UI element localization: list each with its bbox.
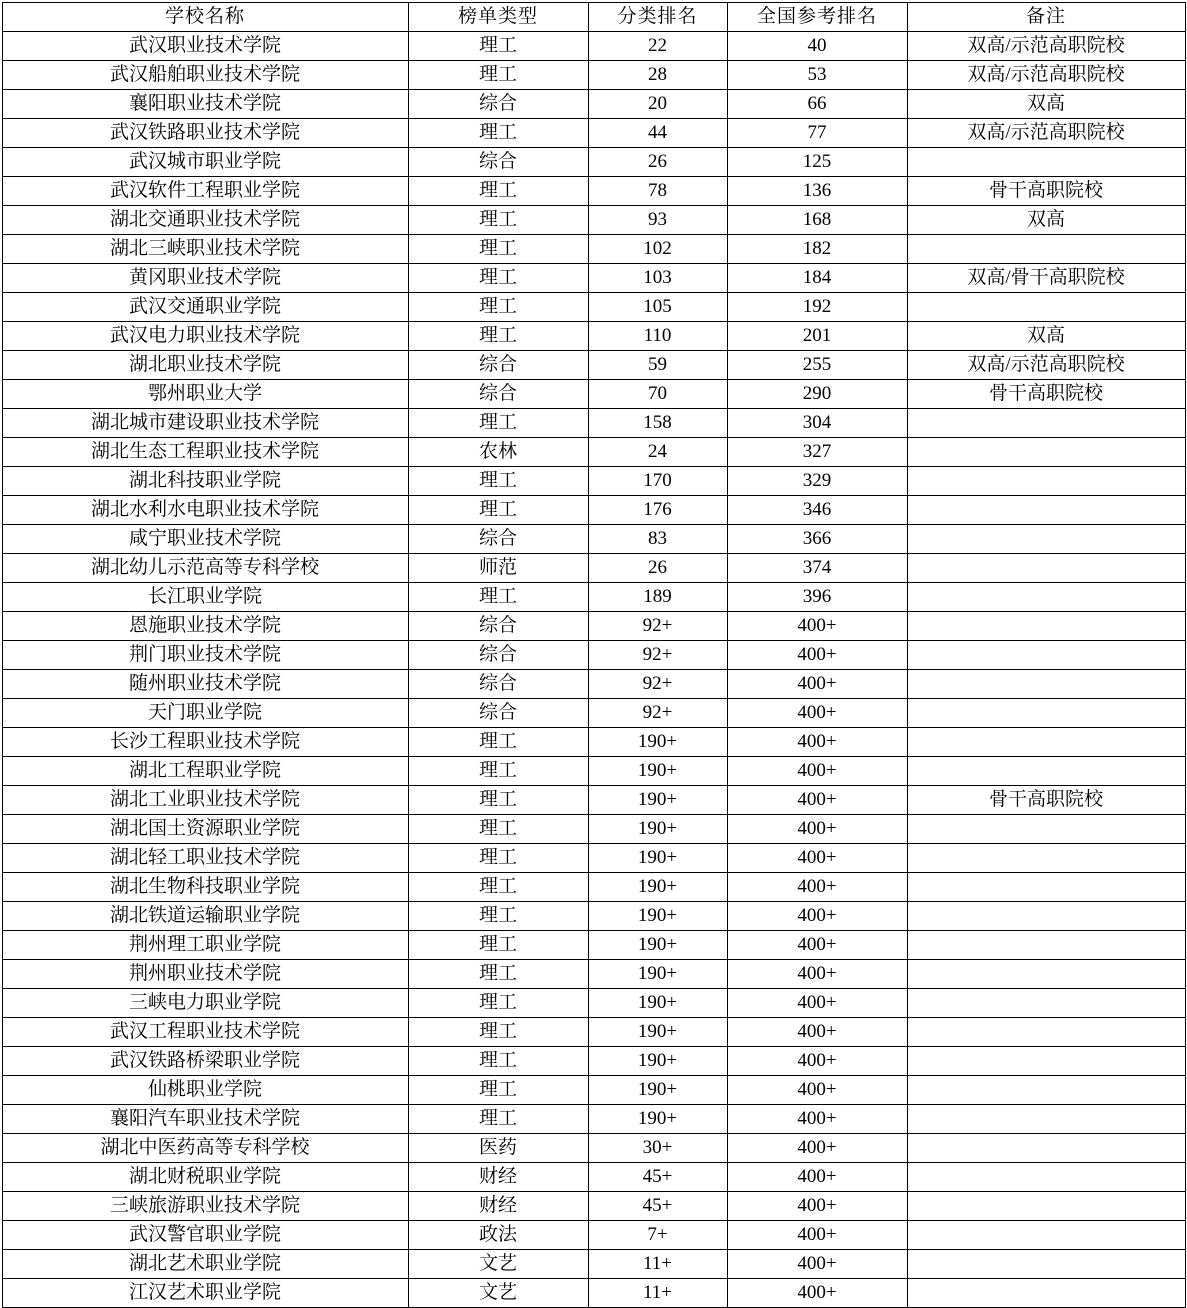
table-row — [2, 554, 1185, 583]
table-row — [2, 264, 1185, 293]
list-type-cell: 综合 — [408, 90, 588, 119]
remark-cell: 骨干高职院校 — [907, 786, 1185, 815]
school-name-cell: 武汉铁路职业技术学院 — [2, 119, 408, 148]
remark-cell: 骨干高职院校 — [907, 380, 1185, 409]
table-row — [2, 496, 1185, 525]
national-rank-cell: 40 — [727, 32, 907, 61]
list-type-cell: 理工 — [408, 960, 588, 989]
list-type-cell: 理工 — [408, 1076, 588, 1105]
category-rank-cell: 45+ — [588, 1192, 727, 1221]
category-rank-cell: 92+ — [588, 641, 727, 670]
col-header-remark: 备注 — [907, 3, 1185, 32]
table-row — [2, 467, 1185, 496]
table-row — [2, 699, 1185, 728]
table-row — [2, 438, 1185, 467]
category-rank-cell: 189 — [588, 583, 727, 612]
list-type-cell: 理工 — [408, 583, 588, 612]
remark-cell — [907, 699, 1185, 728]
remark-cell — [907, 641, 1185, 670]
table-row — [2, 177, 1185, 206]
list-type-cell: 理工 — [408, 235, 588, 264]
school-name-cell: 三峡电力职业学院 — [2, 989, 408, 1018]
remark-cell — [907, 1134, 1185, 1163]
national-rank-cell: 400+ — [727, 1047, 907, 1076]
school-name-cell: 鄂州职业大学 — [2, 380, 408, 409]
school-name-cell: 江汉艺术职业学院 — [2, 1279, 408, 1308]
national-rank-cell: 290 — [727, 380, 907, 409]
national-rank-cell: 255 — [727, 351, 907, 380]
table-row — [2, 902, 1185, 931]
remark-cell — [907, 1105, 1185, 1134]
national-rank-cell: 400+ — [727, 989, 907, 1018]
national-rank-cell: 400+ — [727, 1076, 907, 1105]
school-name-cell: 湖北铁道运输职业学院 — [2, 902, 408, 931]
list-type-cell: 政法 — [408, 1221, 588, 1250]
list-type-cell: 理工 — [408, 409, 588, 438]
school-name-cell: 咸宁职业技术学院 — [2, 525, 408, 554]
school-name-cell: 武汉警官职业学院 — [2, 1221, 408, 1250]
national-rank-cell: 400+ — [727, 612, 907, 641]
table-row — [2, 583, 1185, 612]
table-row — [2, 119, 1185, 148]
school-name-cell: 荆州理工职业学院 — [2, 931, 408, 960]
remark-cell: 双高/骨干高职院校 — [907, 264, 1185, 293]
remark-cell — [907, 438, 1185, 467]
school-name-cell: 湖北工业职业技术学院 — [2, 786, 408, 815]
national-rank-cell: 366 — [727, 525, 907, 554]
remark-cell: 双高 — [907, 206, 1185, 235]
category-rank-cell: 70 — [588, 380, 727, 409]
national-rank-cell: 327 — [727, 438, 907, 467]
school-name-cell: 湖北生物科技职业学院 — [2, 873, 408, 902]
list-type-cell: 医药 — [408, 1134, 588, 1163]
remark-cell: 双高/示范高职院校 — [907, 351, 1185, 380]
school-name-cell: 仙桃职业学院 — [2, 1076, 408, 1105]
list-type-cell: 理工 — [408, 989, 588, 1018]
school-name-cell: 武汉电力职业技术学院 — [2, 322, 408, 351]
national-rank-cell: 400+ — [727, 1134, 907, 1163]
remark-cell — [907, 757, 1185, 786]
national-rank-cell: 66 — [727, 90, 907, 119]
table-row — [2, 1047, 1185, 1076]
remark-cell — [907, 815, 1185, 844]
school-name-cell: 长沙工程职业技术学院 — [2, 728, 408, 757]
national-rank-cell: 400+ — [727, 728, 907, 757]
remark-cell — [907, 1163, 1185, 1192]
table-row — [2, 1192, 1185, 1221]
national-rank-cell: 201 — [727, 322, 907, 351]
table-row — [2, 641, 1185, 670]
table-row — [2, 525, 1185, 554]
list-type-cell: 理工 — [408, 61, 588, 90]
category-rank-cell: 11+ — [588, 1279, 727, 1308]
school-name-cell: 襄阳职业技术学院 — [2, 90, 408, 119]
national-rank-cell: 400+ — [727, 670, 907, 699]
national-rank-cell: 400+ — [727, 902, 907, 931]
list-type-cell: 理工 — [408, 206, 588, 235]
remark-cell — [907, 1221, 1185, 1250]
remark-cell — [907, 902, 1185, 931]
table-row — [2, 235, 1185, 264]
table-row — [2, 670, 1185, 699]
school-name-cell: 湖北幼儿示范高等专科学校 — [2, 554, 408, 583]
school-name-cell: 湖北中医药高等专科学校 — [2, 1134, 408, 1163]
table-row — [2, 612, 1185, 641]
national-rank-cell: 400+ — [727, 1018, 907, 1047]
remark-cell — [907, 235, 1185, 264]
table-row — [2, 1105, 1185, 1134]
national-rank-cell: 400+ — [727, 931, 907, 960]
remark-cell — [907, 409, 1185, 438]
category-rank-cell: 26 — [588, 554, 727, 583]
category-rank-cell: 44 — [588, 119, 727, 148]
list-type-cell: 理工 — [408, 496, 588, 525]
category-rank-cell: 30+ — [588, 1134, 727, 1163]
national-rank-cell: 400+ — [727, 1192, 907, 1221]
school-name-cell: 天门职业学院 — [2, 699, 408, 728]
school-name-cell: 湖北国土资源职业学院 — [2, 815, 408, 844]
table-row — [2, 815, 1185, 844]
category-rank-cell: 176 — [588, 496, 727, 525]
list-type-cell: 理工 — [408, 119, 588, 148]
remark-cell — [907, 467, 1185, 496]
school-name-cell: 湖北轻工职业技术学院 — [2, 844, 408, 873]
category-rank-cell: 170 — [588, 467, 727, 496]
national-rank-cell: 53 — [727, 61, 907, 90]
table-row — [2, 844, 1185, 873]
table-row — [2, 1076, 1185, 1105]
remark-cell — [907, 844, 1185, 873]
category-rank-cell: 190+ — [588, 989, 727, 1018]
school-name-cell: 湖北水利水电职业技术学院 — [2, 496, 408, 525]
table-row — [2, 786, 1185, 815]
school-name-cell: 湖北职业技术学院 — [2, 351, 408, 380]
category-rank-cell: 190+ — [588, 873, 727, 902]
remark-cell: 双高/示范高职院校 — [907, 32, 1185, 61]
category-rank-cell: 83 — [588, 525, 727, 554]
category-rank-cell: 190+ — [588, 786, 727, 815]
remark-cell — [907, 931, 1185, 960]
national-rank-cell: 400+ — [727, 1279, 907, 1308]
school-name-cell: 湖北财税职业学院 — [2, 1163, 408, 1192]
remark-cell — [907, 525, 1185, 554]
national-rank-cell: 125 — [727, 148, 907, 177]
remark-cell — [907, 1250, 1185, 1279]
category-rank-cell: 190+ — [588, 960, 727, 989]
remark-cell — [907, 1047, 1185, 1076]
national-rank-cell: 400+ — [727, 1163, 907, 1192]
category-rank-cell: 105 — [588, 293, 727, 322]
category-rank-cell: 102 — [588, 235, 727, 264]
national-rank-cell: 192 — [727, 293, 907, 322]
list-type-cell: 理工 — [408, 902, 588, 931]
category-rank-cell: 190+ — [588, 1105, 727, 1134]
table-row — [2, 960, 1185, 989]
list-type-cell: 综合 — [408, 670, 588, 699]
table-row — [2, 757, 1185, 786]
list-type-cell: 理工 — [408, 1105, 588, 1134]
table-row — [2, 351, 1185, 380]
national-rank-cell: 77 — [727, 119, 907, 148]
school-ranking-table — [2, 2, 1186, 1308]
category-rank-cell: 190+ — [588, 1018, 727, 1047]
national-rank-cell: 400+ — [727, 786, 907, 815]
table-row — [2, 380, 1185, 409]
school-name-cell: 武汉铁路桥梁职业学院 — [2, 1047, 408, 1076]
list-type-cell: 农林 — [408, 438, 588, 467]
col-header-list-type: 榜单类型 — [408, 3, 588, 32]
remark-cell: 双高 — [907, 322, 1185, 351]
remark-cell — [907, 293, 1185, 322]
list-type-cell: 理工 — [408, 32, 588, 61]
school-name-cell: 荆州职业技术学院 — [2, 960, 408, 989]
list-type-cell: 文艺 — [408, 1250, 588, 1279]
category-rank-cell: 190+ — [588, 815, 727, 844]
table-row — [2, 206, 1185, 235]
category-rank-cell: 22 — [588, 32, 727, 61]
list-type-cell: 理工 — [408, 931, 588, 960]
list-type-cell: 文艺 — [408, 1279, 588, 1308]
col-header-national-rank: 全国参考排名 — [727, 3, 907, 32]
remark-cell — [907, 583, 1185, 612]
list-type-cell: 综合 — [408, 148, 588, 177]
category-rank-cell: 92+ — [588, 699, 727, 728]
table-row — [2, 322, 1185, 351]
list-type-cell: 综合 — [408, 380, 588, 409]
table-row — [2, 1163, 1185, 1192]
remark-cell — [907, 148, 1185, 177]
table-row — [2, 293, 1185, 322]
school-name-cell: 湖北工程职业学院 — [2, 757, 408, 786]
list-type-cell: 理工 — [408, 293, 588, 322]
list-type-cell: 财经 — [408, 1192, 588, 1221]
list-type-cell: 财经 — [408, 1163, 588, 1192]
national-rank-cell: 396 — [727, 583, 907, 612]
table-row — [2, 931, 1185, 960]
school-name-cell: 湖北城市建设职业技术学院 — [2, 409, 408, 438]
table-row — [2, 90, 1185, 119]
national-rank-cell: 304 — [727, 409, 907, 438]
category-rank-cell: 103 — [588, 264, 727, 293]
remark-cell — [907, 728, 1185, 757]
list-type-cell: 理工 — [408, 177, 588, 206]
remark-cell — [907, 612, 1185, 641]
school-name-cell: 荆门职业技术学院 — [2, 641, 408, 670]
table-row — [2, 1221, 1185, 1250]
list-type-cell: 综合 — [408, 612, 588, 641]
category-rank-cell: 11+ — [588, 1250, 727, 1279]
school-name-cell: 武汉交通职业学院 — [2, 293, 408, 322]
remark-cell — [907, 670, 1185, 699]
list-type-cell: 理工 — [408, 757, 588, 786]
category-rank-cell: 59 — [588, 351, 727, 380]
list-type-cell: 理工 — [408, 815, 588, 844]
table-row — [2, 61, 1185, 90]
list-type-cell: 理工 — [408, 786, 588, 815]
category-rank-cell: 190+ — [588, 931, 727, 960]
list-type-cell: 师范 — [408, 554, 588, 583]
table-row — [2, 148, 1185, 177]
category-rank-cell: 24 — [588, 438, 727, 467]
remark-cell: 双高 — [907, 90, 1185, 119]
school-name-cell: 长江职业学院 — [2, 583, 408, 612]
school-name-cell: 湖北科技职业学院 — [2, 467, 408, 496]
category-rank-cell: 158 — [588, 409, 727, 438]
national-rank-cell: 400+ — [727, 641, 907, 670]
list-type-cell: 综合 — [408, 351, 588, 380]
list-type-cell: 理工 — [408, 844, 588, 873]
category-rank-cell: 190+ — [588, 1047, 727, 1076]
national-rank-cell: 400+ — [727, 699, 907, 728]
national-rank-cell: 400+ — [727, 1250, 907, 1279]
list-type-cell: 理工 — [408, 873, 588, 902]
category-rank-cell: 190+ — [588, 728, 727, 757]
list-type-cell: 综合 — [408, 699, 588, 728]
remark-cell — [907, 960, 1185, 989]
table-row — [2, 409, 1185, 438]
table-row — [2, 989, 1185, 1018]
school-name-cell: 三峡旅游职业技术学院 — [2, 1192, 408, 1221]
remark-cell — [907, 496, 1185, 525]
category-rank-cell: 20 — [588, 90, 727, 119]
category-rank-cell: 190+ — [588, 757, 727, 786]
col-header-school-name: 学校名称 — [2, 3, 408, 32]
national-rank-cell: 400+ — [727, 844, 907, 873]
national-rank-cell: 136 — [727, 177, 907, 206]
remark-cell — [907, 1192, 1185, 1221]
remark-cell: 双高/示范高职院校 — [907, 61, 1185, 90]
category-rank-cell: 28 — [588, 61, 727, 90]
header-row — [2, 3, 1185, 32]
table-row — [2, 1134, 1185, 1163]
national-rank-cell: 400+ — [727, 873, 907, 902]
school-name-cell: 随州职业技术学院 — [2, 670, 408, 699]
category-rank-cell: 190+ — [588, 1076, 727, 1105]
table-body — [2, 32, 1185, 1308]
national-rank-cell: 184 — [727, 264, 907, 293]
national-rank-cell: 329 — [727, 467, 907, 496]
category-rank-cell: 92+ — [588, 612, 727, 641]
remark-cell — [907, 873, 1185, 902]
category-rank-cell: 45+ — [588, 1163, 727, 1192]
national-rank-cell: 374 — [727, 554, 907, 583]
category-rank-cell: 110 — [588, 322, 727, 351]
school-name-cell: 湖北艺术职业学院 — [2, 1250, 408, 1279]
table-row — [2, 1250, 1185, 1279]
table-row — [2, 728, 1185, 757]
school-name-cell: 湖北生态工程职业技术学院 — [2, 438, 408, 467]
category-rank-cell: 26 — [588, 148, 727, 177]
national-rank-cell: 400+ — [727, 757, 907, 786]
school-name-cell: 黄冈职业技术学院 — [2, 264, 408, 293]
national-rank-cell: 400+ — [727, 1221, 907, 1250]
remark-cell — [907, 1279, 1185, 1308]
table-row — [2, 32, 1185, 61]
school-name-cell: 湖北三峡职业技术学院 — [2, 235, 408, 264]
school-name-cell: 武汉软件工程职业学院 — [2, 177, 408, 206]
national-rank-cell: 346 — [727, 496, 907, 525]
national-rank-cell: 400+ — [727, 1105, 907, 1134]
remark-cell — [907, 1076, 1185, 1105]
remark-cell — [907, 989, 1185, 1018]
school-name-cell: 襄阳汽车职业技术学院 — [2, 1105, 408, 1134]
national-rank-cell: 400+ — [727, 815, 907, 844]
national-rank-cell: 400+ — [727, 960, 907, 989]
category-rank-cell: 190+ — [588, 902, 727, 931]
category-rank-cell: 78 — [588, 177, 727, 206]
remark-cell — [907, 1018, 1185, 1047]
category-rank-cell: 7+ — [588, 1221, 727, 1250]
school-name-cell: 武汉工程职业技术学院 — [2, 1018, 408, 1047]
list-type-cell: 综合 — [408, 641, 588, 670]
category-rank-cell: 93 — [588, 206, 727, 235]
remark-cell: 骨干高职院校 — [907, 177, 1185, 206]
school-name-cell: 恩施职业技术学院 — [2, 612, 408, 641]
school-name-cell: 湖北交通职业技术学院 — [2, 206, 408, 235]
remark-cell: 双高/示范高职院校 — [907, 119, 1185, 148]
table-row — [2, 873, 1185, 902]
table-row — [2, 1279, 1185, 1308]
table-row — [2, 1018, 1185, 1047]
list-type-cell: 理工 — [408, 264, 588, 293]
list-type-cell: 理工 — [408, 1047, 588, 1076]
list-type-cell: 综合 — [408, 525, 588, 554]
school-name-cell: 武汉职业技术学院 — [2, 32, 408, 61]
list-type-cell: 理工 — [408, 467, 588, 496]
category-rank-cell: 190+ — [588, 844, 727, 873]
national-rank-cell: 182 — [727, 235, 907, 264]
school-name-cell: 武汉城市职业学院 — [2, 148, 408, 177]
national-rank-cell: 168 — [727, 206, 907, 235]
list-type-cell: 理工 — [408, 1018, 588, 1047]
col-header-category-rank: 分类排名 — [588, 3, 727, 32]
list-type-cell: 理工 — [408, 322, 588, 351]
list-type-cell: 理工 — [408, 728, 588, 757]
remark-cell — [907, 554, 1185, 583]
category-rank-cell: 92+ — [588, 670, 727, 699]
school-name-cell: 武汉船舶职业技术学院 — [2, 61, 408, 90]
